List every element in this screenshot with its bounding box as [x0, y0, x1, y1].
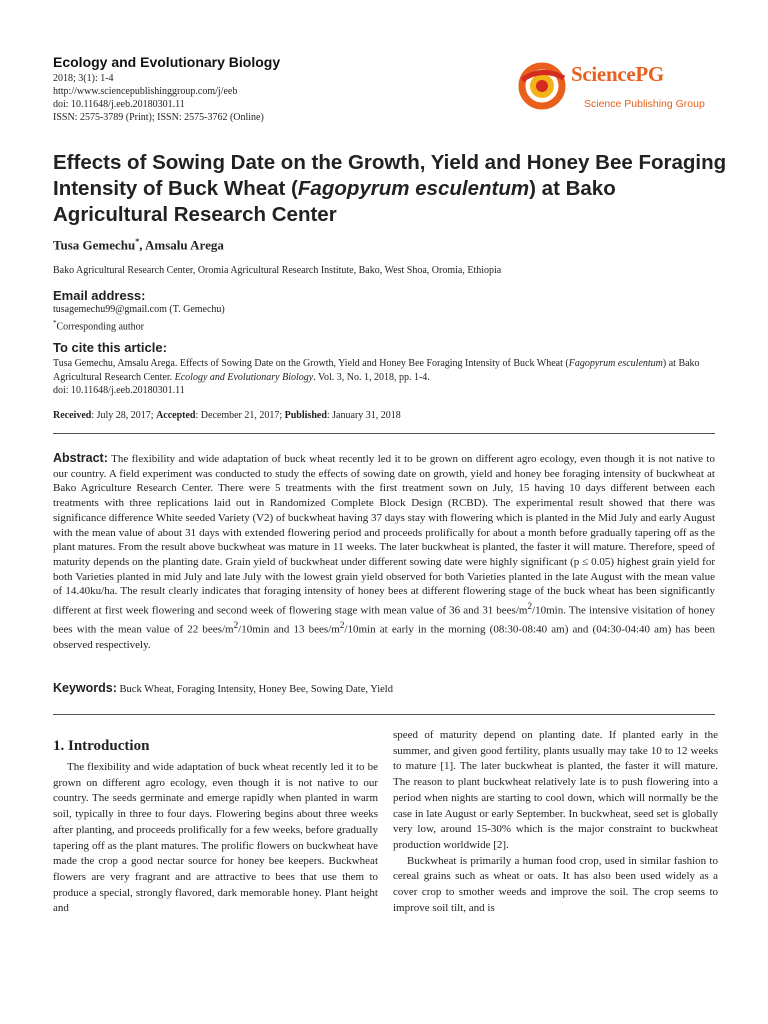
sciencepg-logo-icon	[516, 58, 572, 112]
divider	[53, 433, 715, 434]
abstract-label: Abstract:	[53, 451, 108, 465]
citation-text: Tusa Gemechu, Amsalu Arega. Effects of Sowing Date on the Growth, Yield and Honey Bee Foraging Intensity of Buck Wheat (Fagopyrum esculentum) at Bako Agricultural Research Center. Ecology and Evolutionary Biology. Vol. 3, No. 1, 2018, pp. 1-4.	[53, 358, 700, 383]
logo-brand: SciencePG	[571, 62, 664, 86]
title-species: Fagopyrum esculentum	[297, 177, 530, 200]
logo-subtitle: Science Publishing Group	[584, 98, 705, 110]
email-address[interactable]: tusagemechu99@gmail.com (T. Gemechu)	[53, 304, 225, 315]
journal-doi[interactable]: doi: 10.11648/j.eeb.20180301.11	[53, 99, 185, 110]
intro-column-right	[393, 728, 718, 916]
authors: Tusa Gemechu*, Amsalu Arega	[53, 237, 224, 253]
article-title: Effects of Sowing Date on the Growth, Yield and Honey Bee Foraging Intensity of Buck Wheat (Fagopyrum esculentum) at Bako Agricultural Research Center	[53, 151, 727, 226]
abstract: Abstract: The flexibility and wide adaptation of buck wheat recently led it to be grown on different agro ecology, even though it is not native to our country. A field experiment was conducted to study the effects of sowing date on growth, yield and honey bee foraging intensity of buckwheat at Bako Agriculture Research Center. There were 5 treatments with the first treatment sown on July, 15 having 10 days different between each treatments with three replications laid out in Randomized Complete Block Design (RCBD). The experimental result showed that there was significance difference White seeded Variety (V2) of buckwheat having 37 days stay with flowering which is planted in the Mid July and early August with the mean value of about 31 days with extended flowering period and proceeds prolifically for about a month before gradually tapering off as the plant matures. From the result above buckwheat was mature in 11 weeks. The later buckwheat is planted, the faster it will mature. Therefore, speed of maturity depends on the planting date. Grain yield of buckwheat under different sowing date were highly significant (p ≤ 0.05) highest grain yield for both Varieties planted in mid July and late July with the lowest grain yield observed for both Varieties planted in the late August with the mean value of 14.40ku/ha. The result clearly indicates that foraging intensity of honey bees at different flowering stage of the buck wheat has been significantly different at first week flowering and second week of flowering stage with mean value of 36 and 31 bees/$m^2/10\min$. The intensive visitation of honey bees with the mean value of 22 bees/$m^2/10\min$ and 13 bees/$m^2/10\min$ at early in the morning (08:30-08:40 am) and (04:30-04:40 am) has been observed respectively.	[53, 451, 715, 651]
email-heading: Email address:	[53, 288, 146, 303]
paragraph: speed of maturity depend on planting date. If planted early in the summer, and given good fertility, plants usually may take 10 to 12 weeks to mature [1]. The later buckwheat is planted, the faster it will mature. The reason to plant buckwheat relatively late is to push flowering into a period when nights are starting to cool down, which will normally be the case in late August or early September. In buckwheat, seed set is globally very low, around 15-30% which is the major constraint to buckwheat production worldwide [2].	[393, 729, 718, 851]
keywords: Keywords: Buck Wheat, Foraging Intensity, Honey Bee, Sowing Date, Yield	[53, 681, 393, 695]
publication-dates: Received: July 28, 2017; Accepted: December 21, 2017; Published: January 31, 2018	[53, 410, 401, 421]
journal-issn: ISSN: 2575-3789 (Print); ISSN: 2575-3762 (Online)	[53, 112, 264, 123]
corresponding-author: *Corresponding author	[53, 319, 144, 333]
journal-url[interactable]: http://www.sciencepublishinggroup.com/j/eeb	[53, 86, 238, 97]
journal-volume: 2018; 3(1): 1-4	[53, 73, 114, 84]
keywords-label: Keywords:	[53, 681, 117, 695]
intro-column-left	[53, 760, 378, 917]
affiliation: Bako Agricultural Research Center, Oromia Agricultural Research Institute, Bako, West Shoa, Oromia, Ethiopia	[53, 265, 502, 276]
divider	[53, 714, 715, 715]
journal-name: Ecology and Evolutionary Biology	[53, 54, 281, 70]
cite-heading: To cite this article:	[53, 340, 167, 355]
paragraph: Buckwheat is primarily a human food crop, used in similar fashion to cereal grains such as wheat or oats. It has also been used widely as a cover crop to smother weeds and improve the soil. The crop seems to improve soil tilt, and is	[393, 854, 718, 914]
section-heading: 1. Introduction	[53, 738, 150, 754]
paragraph: The flexibility and wide adaptation of buck wheat recently led it to be grown on different agro ecology, even though it is not native to our country. The seeds germinate and emerge rapidly when planted in warm soil, typically in three to four days. Flowering begins about three weeks after planting, and proceeds prolifically for a few weeks, before gradually tapering off as the plant matures. The prolific flowers on buckwheat have made the crop a good nectar source for honey bee keepers. Buckwheat flowers are very fragrant and are attractive to bees that use them to produce a special, strongly flavored, dark memorable honey. Plant height and	[53, 761, 378, 915]
citation-doi[interactable]: doi: 10.11648/j.eeb.20180301.11	[53, 385, 185, 396]
